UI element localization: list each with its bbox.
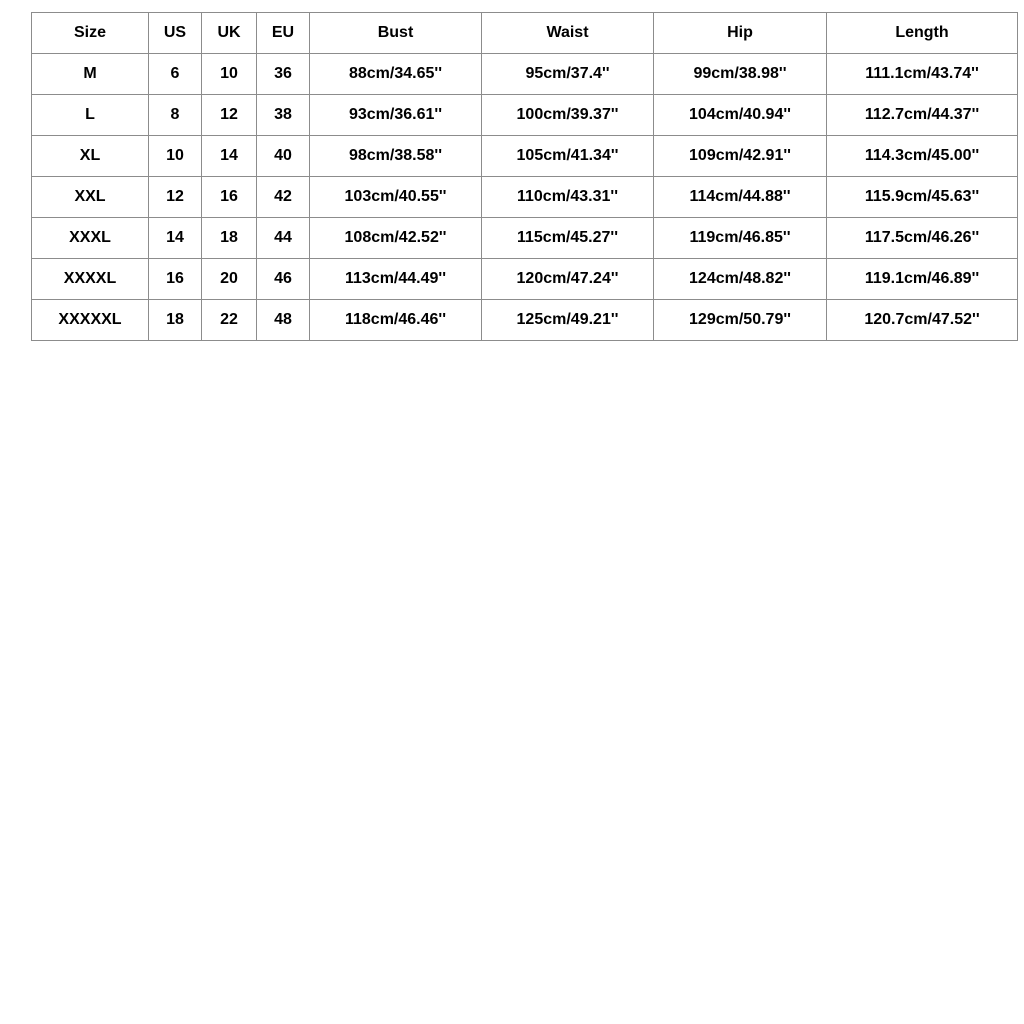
cell-uk: 14 — [202, 136, 257, 177]
table-row — [32, 54, 1018, 95]
cell-us: 16 — [149, 259, 202, 300]
header-size: Size — [32, 13, 149, 54]
cell-uk: 16 — [202, 177, 257, 218]
size-chart-table — [31, 12, 1018, 341]
table-row — [32, 218, 1018, 259]
cell-uk: 18 — [202, 218, 257, 259]
cell-hip: 129cm/50.79'' — [654, 300, 827, 341]
header-row — [32, 13, 1018, 54]
cell-hip: 104cm/40.94'' — [654, 95, 827, 136]
cell-size: XL — [32, 136, 149, 177]
cell-size: XXXXXL — [32, 300, 149, 341]
cell-bust: 108cm/42.52'' — [310, 218, 482, 259]
cell-bust: 113cm/44.49'' — [310, 259, 482, 300]
cell-us: 8 — [149, 95, 202, 136]
cell-us: 10 — [149, 136, 202, 177]
cell-bust: 98cm/38.58'' — [310, 136, 482, 177]
cell-hip: 109cm/42.91'' — [654, 136, 827, 177]
cell-hip: 114cm/44.88'' — [654, 177, 827, 218]
cell-size: M — [32, 54, 149, 95]
cell-us: 18 — [149, 300, 202, 341]
cell-size: L — [32, 95, 149, 136]
cell-hip: 124cm/48.82'' — [654, 259, 827, 300]
header-length: Length — [827, 13, 1018, 54]
cell-us: 6 — [149, 54, 202, 95]
cell-waist: 125cm/49.21'' — [482, 300, 654, 341]
cell-us: 12 — [149, 177, 202, 218]
cell-eu: 48 — [257, 300, 310, 341]
header-hip: Hip — [654, 13, 827, 54]
cell-bust: 88cm/34.65'' — [310, 54, 482, 95]
cell-uk: 10 — [202, 54, 257, 95]
table-row — [32, 136, 1018, 177]
cell-eu: 36 — [257, 54, 310, 95]
header-waist: Waist — [482, 13, 654, 54]
cell-waist: 115cm/45.27'' — [482, 218, 654, 259]
table-row — [32, 300, 1018, 341]
header-bust: Bust — [310, 13, 482, 54]
cell-length: 119.1cm/46.89'' — [827, 259, 1018, 300]
cell-hip: 119cm/46.85'' — [654, 218, 827, 259]
header-eu: EU — [257, 13, 310, 54]
cell-eu: 42 — [257, 177, 310, 218]
cell-waist: 100cm/39.37'' — [482, 95, 654, 136]
cell-size: XXXXL — [32, 259, 149, 300]
cell-size: XXXL — [32, 218, 149, 259]
cell-uk: 22 — [202, 300, 257, 341]
cell-bust: 103cm/40.55'' — [310, 177, 482, 218]
cell-length: 120.7cm/47.52'' — [827, 300, 1018, 341]
table-row — [32, 259, 1018, 300]
cell-waist: 95cm/37.4'' — [482, 54, 654, 95]
header-uk: UK — [202, 13, 257, 54]
cell-eu: 46 — [257, 259, 310, 300]
cell-length: 114.3cm/45.00'' — [827, 136, 1018, 177]
cell-hip: 99cm/38.98'' — [654, 54, 827, 95]
table-row — [32, 95, 1018, 136]
cell-length: 111.1cm/43.74'' — [827, 54, 1018, 95]
header-us: US — [149, 13, 202, 54]
cell-waist: 120cm/47.24'' — [482, 259, 654, 300]
cell-uk: 20 — [202, 259, 257, 300]
cell-length: 112.7cm/44.37'' — [827, 95, 1018, 136]
cell-bust: 118cm/46.46'' — [310, 300, 482, 341]
cell-length: 115.9cm/45.63'' — [827, 177, 1018, 218]
cell-us: 14 — [149, 218, 202, 259]
cell-eu: 40 — [257, 136, 310, 177]
cell-uk: 12 — [202, 95, 257, 136]
cell-bust: 93cm/36.61'' — [310, 95, 482, 136]
cell-eu: 38 — [257, 95, 310, 136]
cell-size: XXL — [32, 177, 149, 218]
cell-waist: 110cm/43.31'' — [482, 177, 654, 218]
cell-length: 117.5cm/46.26'' — [827, 218, 1018, 259]
cell-waist: 105cm/41.34'' — [482, 136, 654, 177]
cell-eu: 44 — [257, 218, 310, 259]
table-row — [32, 177, 1018, 218]
